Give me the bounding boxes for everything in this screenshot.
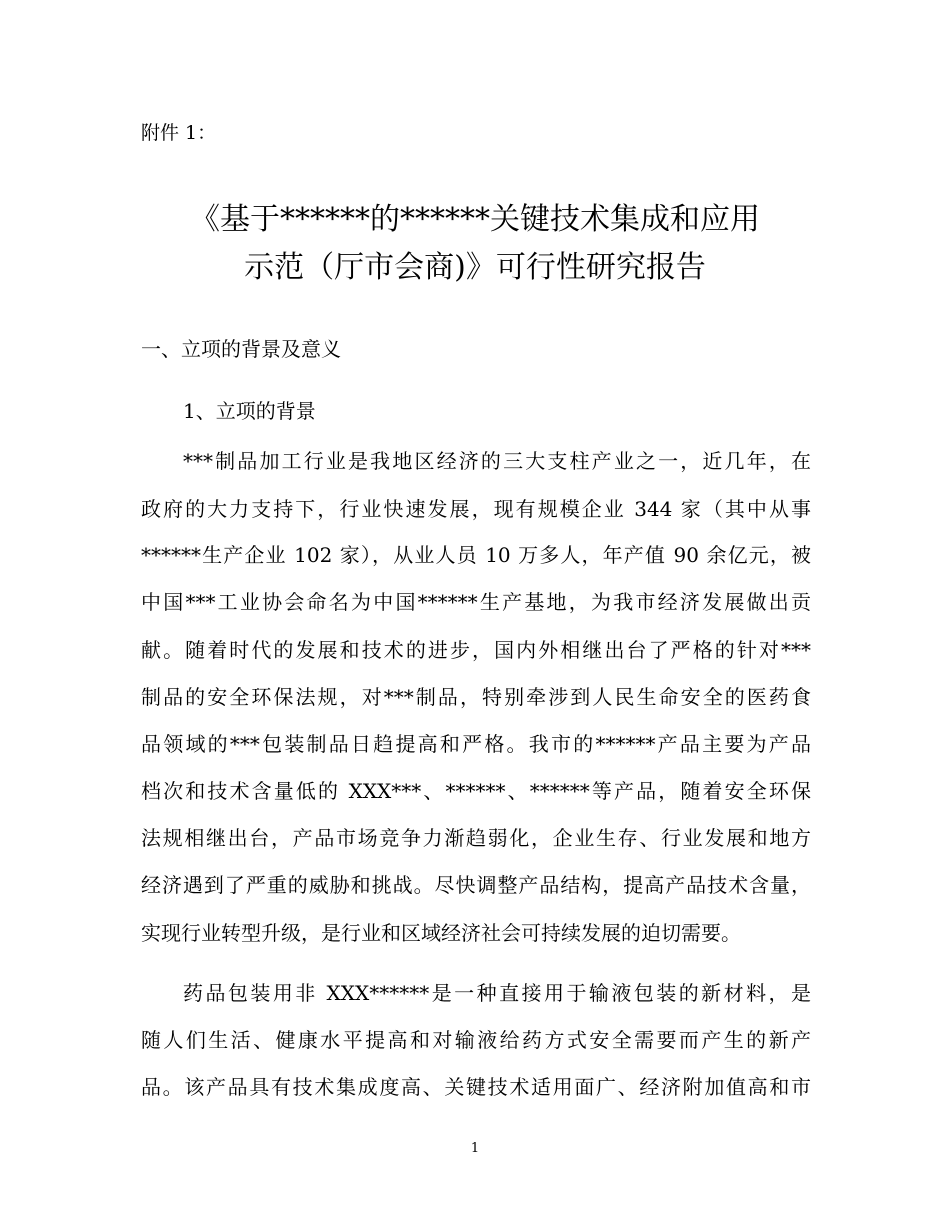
- paragraph-1-line: 制品的安全环保法规，对***制品，特别牵涉到人民生命安全的医药食: [141, 685, 811, 709]
- paragraph-1-line: 档次和技术含量低的 XXX***、******、******等产品，随着安全环保: [141, 779, 811, 803]
- attachment-label: 附件 1：: [141, 122, 217, 144]
- paragraph-2-line: 随人们生活、健康水平提高和对输液给药方式安全需要而产生的新产: [141, 1028, 811, 1052]
- paragraph-1-line: 中国***工业协会命名为中国******生产基地，为我市经济发展做出贡: [141, 590, 811, 614]
- paragraph-1-line: 献。随着时代的发展和技术的进步，国内外相继出台了严格的针对***: [141, 638, 811, 662]
- document-title-line-2: 示范（厅市会商)》可行性研究报告: [244, 250, 706, 285]
- paragraph-1-line: 政府的大力支持下，行业快速发展，现有规模企业 344 家（其中从事: [141, 497, 811, 521]
- paragraph-1-line: ******生产企业 102 家），从业人员 10 万多人，年产值 90 余亿元，被: [141, 543, 811, 567]
- page-number: 1: [470, 1141, 480, 1156]
- paragraph-1-line: 法规相继出台，产品市场竞争力渐趋弱化，企业生存、行业发展和地方: [141, 826, 811, 850]
- paragraph-1-line: 品领域的***包装制品日趋提高和严格。我市的******产品主要为产品: [141, 732, 811, 756]
- section-heading: 一、立项的背景及意义: [141, 337, 341, 361]
- subsection-heading: 1、立项的背景: [183, 399, 316, 423]
- paragraph-1-line: 实现行业转型升级，是行业和区域经济社会可持续发展的迫切需要。: [141, 921, 741, 945]
- document-title-line-1: 《基于******的******关键技术集成和应用: [190, 202, 760, 237]
- paragraph-1-line: ***制品加工行业是我地区经济的三大支柱产业之一，近几年，在: [183, 449, 811, 473]
- paragraph-2-line: 药品包装用非 XXX******是一种直接用于输液包装的新材料，是: [183, 981, 811, 1005]
- paragraph-1-line: 经济遇到了严重的威胁和挑战。尽快调整产品结构，提高产品技术含量，: [141, 873, 811, 897]
- paragraph-2-line: 品。该产品具有技术集成度高、关键技术适用面广、经济附加值高和市: [141, 1075, 811, 1099]
